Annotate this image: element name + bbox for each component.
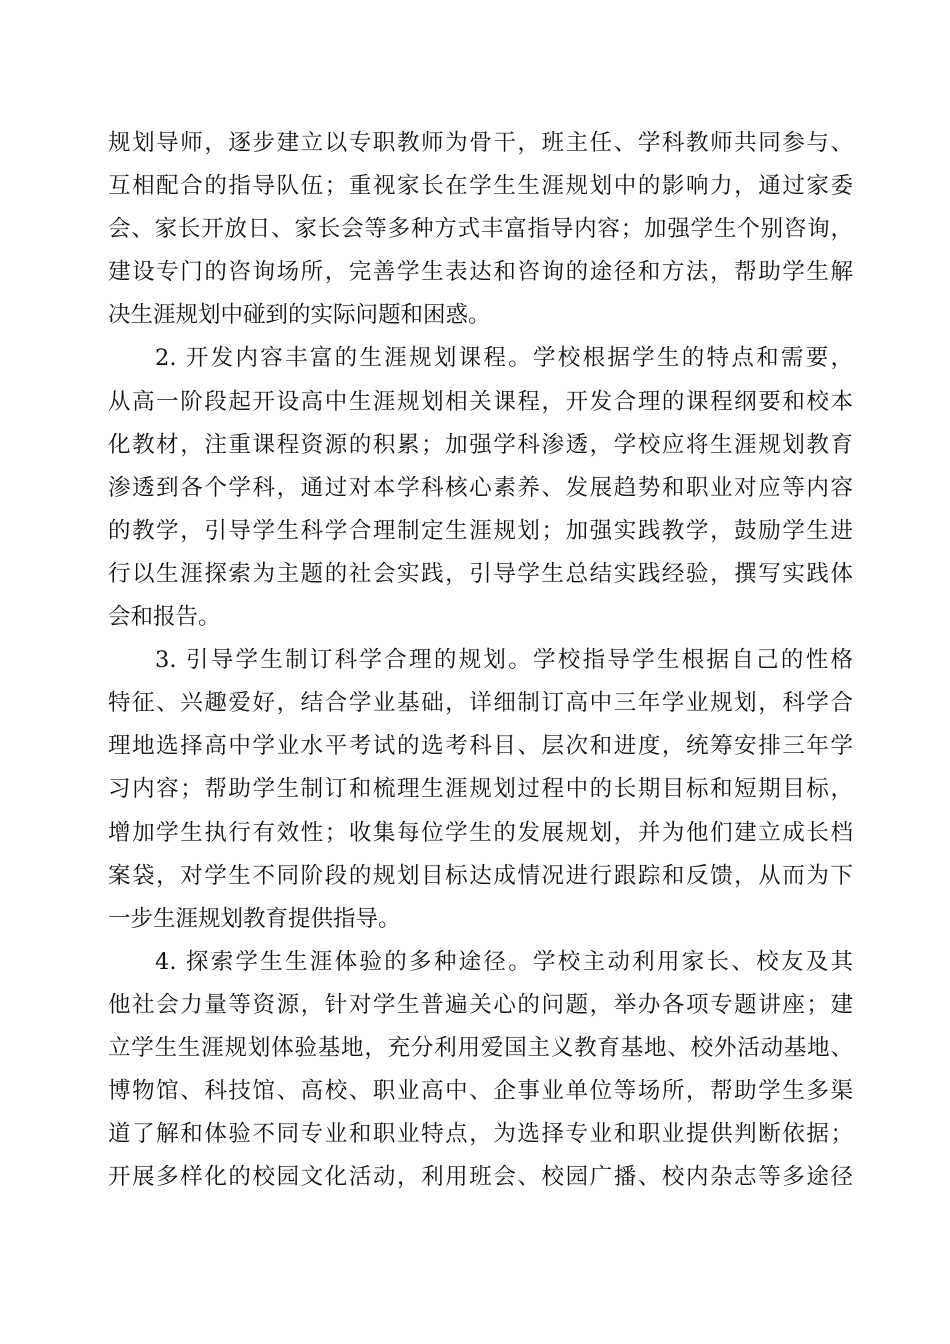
text-line: 决生涯规划中碰到的实际问题和困惑。 [108,302,491,329]
text-line: 的教学，引导学生科学合理制定生涯规划；加强实践教学，鼓励学生进 [108,517,853,544]
text-line: 化教材，注重课程资源的积累；加强学科渗透，学校应将生涯规划教育 [108,431,853,458]
text-line: 立学生生涯规划体验基地，充分利用爱国主义教育基地、校外活动基地、 [108,1034,853,1061]
text-line: 渗透到各个学科，通过对本学科核心素养、发展趋势和职业对应等内容 [108,474,853,501]
text-line: 案袋，对学生不同阶段的规划目标达成情况进行跟踪和反馈，从而为下 [108,862,853,889]
text-line: 开展多样化的校园文化活动，利用班会、校园广播、校内杂志等多途径 [108,1164,853,1191]
text-line: 互相配合的指导队伍；重视家长在学生生涯规划中的影响力，通过家委 [108,173,853,200]
body-text [108,122,853,1199]
text-line: 增加学生执行有效性；收集每位学生的发展规划，并为他们建立成长档 [108,819,853,846]
text-line: 他社会力量等资源，针对学生普遍关心的问题，举办各项专题讲座；建 [108,991,853,1018]
text-line: 博物馆、科技馆、高校、职业高中、企事业单位等场所，帮助学生多渠 [108,1078,853,1105]
paragraph-heading-line: 4. 探索学生生涯体验的多种途径。学校主动利用家长、校友及其 [155,948,853,975]
text-line: 理地选择高中学业水平考试的选考科目、层次和进度，统筹安排三年学 [108,733,853,760]
text-line: 道了解和体验不同专业和职业特点，为选择专业和职业提供判断依据； [108,1121,853,1148]
text-line: 特征、兴趣爱好，结合学业基础，详细制订高中三年学业规划，科学合 [108,690,853,717]
paragraph-heading-line: 3. 引导学生制订科学合理的规划。学校指导学生根据自己的性格 [155,647,853,674]
text-line: 会、家长开放日、家长会等多种方式丰富指导内容；加强学生个别咨询， [108,216,853,243]
text-line: 建设专门的咨询场所，完善学生表达和咨询的途径和方法，帮助学生解 [108,259,853,286]
text-line: 会和报告。 [108,604,221,631]
text-line: 一步生涯规划教育提供指导。 [108,905,401,932]
text-line: 从高一阶段起开设高中生涯规划相关课程，开发合理的课程纲要和校本 [108,388,853,415]
paragraph-heading-line: 2. 开发内容丰富的生涯规划课程。学校根据学生的特点和需要， [155,345,853,372]
text-line: 规划导师，逐步建立以专职教师为骨干，班主任、学科教师共同参与、 [108,130,853,156]
text-line: 行以生涯探索为主题的社会实践，引导学生总结实践经验，撰写实践体 [108,560,853,587]
text-line: 习内容；帮助学生制订和梳理生涯规划过程中的长期目标和短期目标， [108,776,853,803]
